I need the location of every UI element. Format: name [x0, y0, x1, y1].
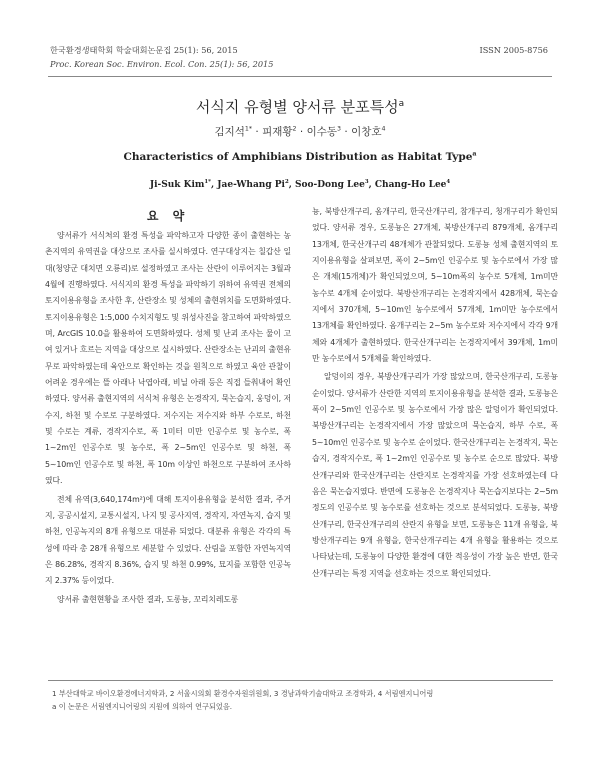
- author-separator: ·: [255, 126, 259, 138]
- abstract-heading: 요 약: [146, 209, 190, 223]
- abstract-paragraph: 전체 유역(3,640,174m²)에 대해 토지이용유형을 분석한 결과, 주거지, 공공시설지, 교통시설지, 나지 및 공사지역, 경작지, 자연녹지, 습지 및 하천, 인공녹지의 8개 유형으로 대분류 되었다. 대분류 유형은 각각의 특성에 따라 총 28개 유형으로 세분할 수 있었다. 산림을 포함한 자연녹지역은 86.28%, 경작지 8.36%, 습지 및 하천 0.99%, 묘지를 포함한 인공녹지 2.37% 등이었다.: [45, 494, 291, 586]
- header-rule: [48, 76, 552, 77]
- footnote-funding: a 이 논문은 서림엔지니어링의 지원에 의하여 연구되었음.: [52, 702, 233, 711]
- author-separator: ·: [344, 126, 348, 138]
- footnote-affiliations: 1 부산대학교 바이오환경에너지학과, 2 서울시의회 환경수자원위원회, 3 경남과학기술대학교 조경학과, 4 서림엔지니어링: [52, 689, 434, 698]
- journal-header-korean: 한국환경생태학회 학술대회논문집 25(1): 56, 2015: [50, 45, 238, 55]
- abstract-paragraph: 뇽, 북방산개구리, 옴개구리, 한국산개구리, 참개구리, 청개구리가 확인되었다. 양서류 경우, 도롱뇽은 27개체, 북방산개구리 879개체, 옴개구리 13개체, 한국산개구리 48개체가 관찰되었다. 도롱뇽 성체 출현지역의 토지이용유형을 살펴보면, 폭이 2~5m인 인공수로 및 농수로에서 가장 많은 개체(15개체)가 확인되었으며, 5~10m폭의 농수로 5개체, 1m미만 농수로 4개체 순이었다. 북방산개구리는 논경작지에서 428개체, 묵논습지에서 370개체, 5~10m인 농수로에서 57개체, 1m미만 농수로에서 13개체를 확인하였다. 옴개구리는 2~5m 농수로와 저수지에서 각각 9개체와 4개체가 출현하였다. 한국산개구리는 논경작지에서 39개체, 1m미만 농수로에서 5개체를 확인하였다.: [312, 207, 558, 364]
- author-name: 피재황: [262, 126, 293, 138]
- title-en-text: Characteristics of Amphibians Distribution as Habitat Type: [123, 151, 473, 163]
- footnote-rule: [48, 680, 553, 681]
- title-en-sup: a: [472, 150, 477, 158]
- author-affiliation-mark: 2: [292, 125, 297, 133]
- author-separator: ·: [299, 126, 304, 138]
- abstract-paragraph: 양서류가 서식처의 환경 특성을 파악하고자 다양한 종이 출현하는 농촌지역의 유역권을 대상으로 조사를 실시하였다. 연구대상지는 칠갑산 일대(청양군 대치면 오룡리)로 설정하였고 조사는 산란이 이루어지는 3월과 4월에 진행하였다. 서식지의 환경 특성을 파악하기 위하여 유역권 전체의 토지이용유형을 조사한 후, 산란장소 및 성체의 출현위치를 도면화하였다. 토지이용유형은 1:5,000 수치지형도 및 위성사진을 참고하여 파악하였으며, ArcGIS 10.0을 활용하여 도면화하였다. 성체 및 난괴 조사는 물이 고여 있거나 흐르는 지역을 대상으로 실시하였다. 산란장소는 난괴의 출현유무로 파악하였는데 육안으로 확인하는 것을 원칙으로 하였고 육안 관찰이 어려운 경우에는 뜰 아래나 낙엽아래, 비닐 아래 등은 직접 들춰내어 확인하였다. 양서류 출현지역의 서식처 유형은 논경작지, 묵논습지, 웅덩이, 저수지, 하천 및 수로로 구분하였다. 저수지는 저수지와 하부 수로로, 하천 및 수로는 계류, 경작지수로, 폭 1미터 미만 인공수로 및 농수로, 폭 1~2m인 인공수로 및 농수로, 폭 2~5m인 인공수로 및 하천, 폭 5~10m인 인공수로 및 하천, 폭 10m 이상인 하천으로 구분하여 조사하였다.: [45, 231, 291, 486]
- abstract-left-column: [45, 228, 291, 608]
- author-list-english: Ji-Suk Kim$^{1*}$, Jae-Whang Pi$^2$, Soo-Dong Lee$^3$, Chang-Ho Lee$^4$: [149, 179, 451, 190]
- author-name: 이창호: [351, 126, 382, 138]
- paper-title-korean: [0, 96, 600, 117]
- author-affiliation-mark: 3: [337, 125, 342, 133]
- title-ko-text: 서식지 유형별 양서류 분포특성: [195, 98, 399, 116]
- title-ko-sup: a: [398, 99, 405, 109]
- author-affiliation-mark: 3: [364, 179, 369, 185]
- abstract-right-column: [312, 204, 558, 582]
- abstract-paragraph: 양서류 출현현황을 조사한 결과, 도롱뇽, 꼬리치레도롱: [57, 594, 239, 604]
- author-list-korean: [0, 124, 600, 139]
- author-affiliation-mark: 4: [381, 125, 386, 133]
- abstract-paragraph: 알덩이의 경우, 북방산개구리가 가장 많았으며, 한국산개구리, 도롱뇽 순이었다. 양서류가 산란한 지역의 토지이용유형을 분석한 결과, 도롱뇽은 폭이 2~5m인 인공수로 및 농수로에서 가장 많은 알덩이가 확인되었다. 북방산개구리는 논경작지에서 가장 많았으며 묵논습지, 하부 수로, 폭 5~10m인 인공수로 및 농수로 순이었다. 한국산개구리는 논경작지, 묵논습지, 경작지수로, 폭 1~2m인 인공수로 및 농수로 순으로 많았다. 북방산개구리와 한국산개구리는 산란지로 논경작지를 가장 선호하였는데 다음은 묵논습지였다. 반면에 도롱뇽은 논경작지나 묵논습지보다는 2~5m 정도의 인공수로 및 농수로를 선호하는 것으로 분석되었다. 도롱뇽, 북방산개구리, 한국산개구리의 산란지 유형을 보면, 도롱뇽은 11개 유형을, 북방산개구리는 9개 유형을, 한국산개구리는 4개 유형을 활용하는 것으로 나타났는데, 도롱뇽이 다양한 환경에 대한 적응성이 가장 높은 반면, 한국산개구리는 특정 지역을 선호하는 것으로 확인되었다.: [312, 372, 558, 578]
- author-name: 김지석: [214, 126, 245, 138]
- author-name: Jae-Whang Pi: [217, 180, 285, 190]
- author-affiliation-mark: 1*: [244, 125, 253, 133]
- author-name: Ji-Suk Kim: [149, 180, 205, 190]
- author-name: Soo-Dong Lee: [295, 180, 365, 190]
- author-affiliation-mark: 1*: [204, 179, 211, 185]
- author-name: Chang-Ho Lee: [374, 180, 447, 190]
- author-name: 이수동: [306, 126, 338, 138]
- paper-title-english: [0, 151, 600, 163]
- author-affiliation-mark: 4: [446, 179, 451, 185]
- author-affiliation-mark: 2: [284, 179, 289, 185]
- journal-header-english: Proc. Korean Soc. Environ. Ecol. Con. 25(1): 56, 2015: [50, 59, 274, 69]
- issn-label: ISSN 2005-8756: [479, 45, 548, 55]
